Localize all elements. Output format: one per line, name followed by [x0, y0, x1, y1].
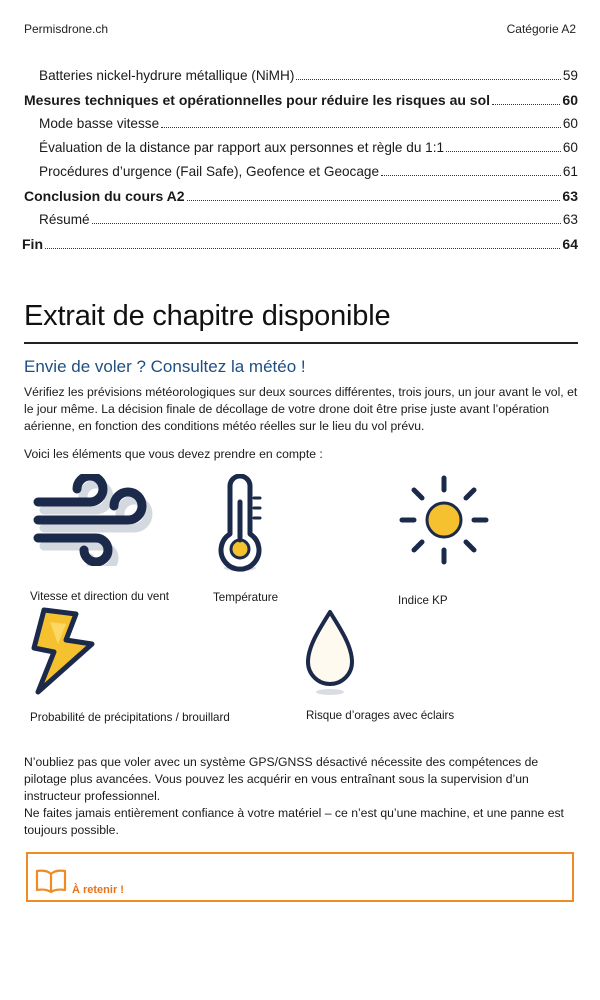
toc-entry-title: Conclusion du cours A2	[24, 188, 185, 204]
sun-icon	[398, 474, 490, 566]
caption-precipitation: Probabilité de précipitations / brouillard	[30, 711, 230, 724]
remember-label: À retenir !	[72, 884, 124, 896]
caption-storm: Risque d’orages avec éclairs	[306, 709, 455, 722]
droplet-icon	[300, 606, 360, 698]
section-heading: Envie de voler ? Consultez la météo !	[24, 357, 306, 376]
toc-leader	[381, 175, 561, 176]
toc-leader	[92, 223, 561, 224]
toc-leader	[446, 151, 561, 152]
toc-entry-title: Batteries nickel-hydrure métallique (NiMH)	[39, 68, 295, 83]
toc-entry-page: 63	[562, 212, 578, 227]
toc-entry[interactable]	[24, 88, 578, 112]
wind-icon	[30, 474, 160, 566]
toc-entry-title: Mesures techniques et opérationnelles pour réduire les risques au sol	[24, 92, 491, 108]
note-paragraph-1: N’oubliez pas que voler avec un système GPS/GNSS désactivé nécessite des compétences de pilotage plus avancées. Vous pouvez les acquérir en vous entraînant sous la supervision d’un instructeur professionnel.	[24, 755, 539, 803]
chapter-title: Extrait de chapitre disponible	[24, 300, 391, 332]
toc-entry-page: 61	[562, 164, 578, 179]
table-of-contents	[24, 64, 578, 256]
lead-paragraph: Voici les éléments que vous devez prendre en compte :	[24, 447, 323, 461]
category-label: Catégorie A2	[506, 22, 576, 36]
toc-leader	[492, 104, 560, 105]
toc-entry[interactable]	[24, 184, 578, 208]
toc-entry-page: 60	[562, 140, 578, 155]
toc-entry[interactable]	[24, 160, 578, 184]
note-paragraph-2: Ne faites jamais entièrement confiance à votre matériel – ce n’est qu’une machine, et une panne est toujours possible.	[24, 806, 564, 837]
toc-entry-title: Mode basse vitesse	[39, 116, 160, 131]
lightning-icon	[26, 606, 102, 696]
toc-entry-page: 60	[562, 116, 578, 131]
toc-entry-page: 63	[562, 188, 578, 204]
page-header	[24, 22, 576, 38]
toc-entry-title: Fin	[22, 236, 43, 252]
toc-entry-page: 60	[562, 92, 578, 108]
toc-leader	[45, 248, 560, 249]
title-rule	[24, 342, 578, 344]
toc-entry[interactable]	[24, 112, 578, 136]
toc-entry-title: Résumé	[39, 212, 90, 227]
caption-wind: Vitesse et direction du vent	[30, 590, 169, 603]
toc-entry-page: 59	[562, 68, 578, 83]
toc-entry-title: Procédures d’urgence (Fail Safe), Geofence et Geocage	[39, 164, 380, 179]
intro-paragraph: Vérifiez les prévisions météorologiques sur deux sources différentes, trois jours, un jour avant le vol, et le jour même. La décision finale de décollage de votre drone doit être prise juste avant l’opération aérienne, en fonction des conditions météo réelles sur le lieu du vol prévu.	[24, 385, 578, 433]
toc-entry[interactable]	[22, 232, 578, 256]
remember-box	[26, 852, 574, 902]
toc-entry[interactable]	[24, 208, 578, 232]
toc-entry-title: Évaluation de la distance par rapport aux personnes et règle du 1:1	[39, 140, 445, 155]
toc-leader	[161, 127, 561, 128]
open-book-icon	[34, 868, 68, 894]
caption-kp: Indice KP	[398, 594, 448, 607]
toc-entry-page: 64	[562, 236, 578, 252]
thermometer-icon	[210, 474, 270, 572]
toc-leader	[296, 79, 561, 80]
toc-leader	[187, 200, 561, 201]
site-name: Permisdrone.ch	[24, 22, 109, 36]
toc-entry[interactable]	[24, 136, 578, 160]
caption-temperature: Température	[213, 591, 279, 604]
toc-entry[interactable]	[24, 64, 578, 88]
